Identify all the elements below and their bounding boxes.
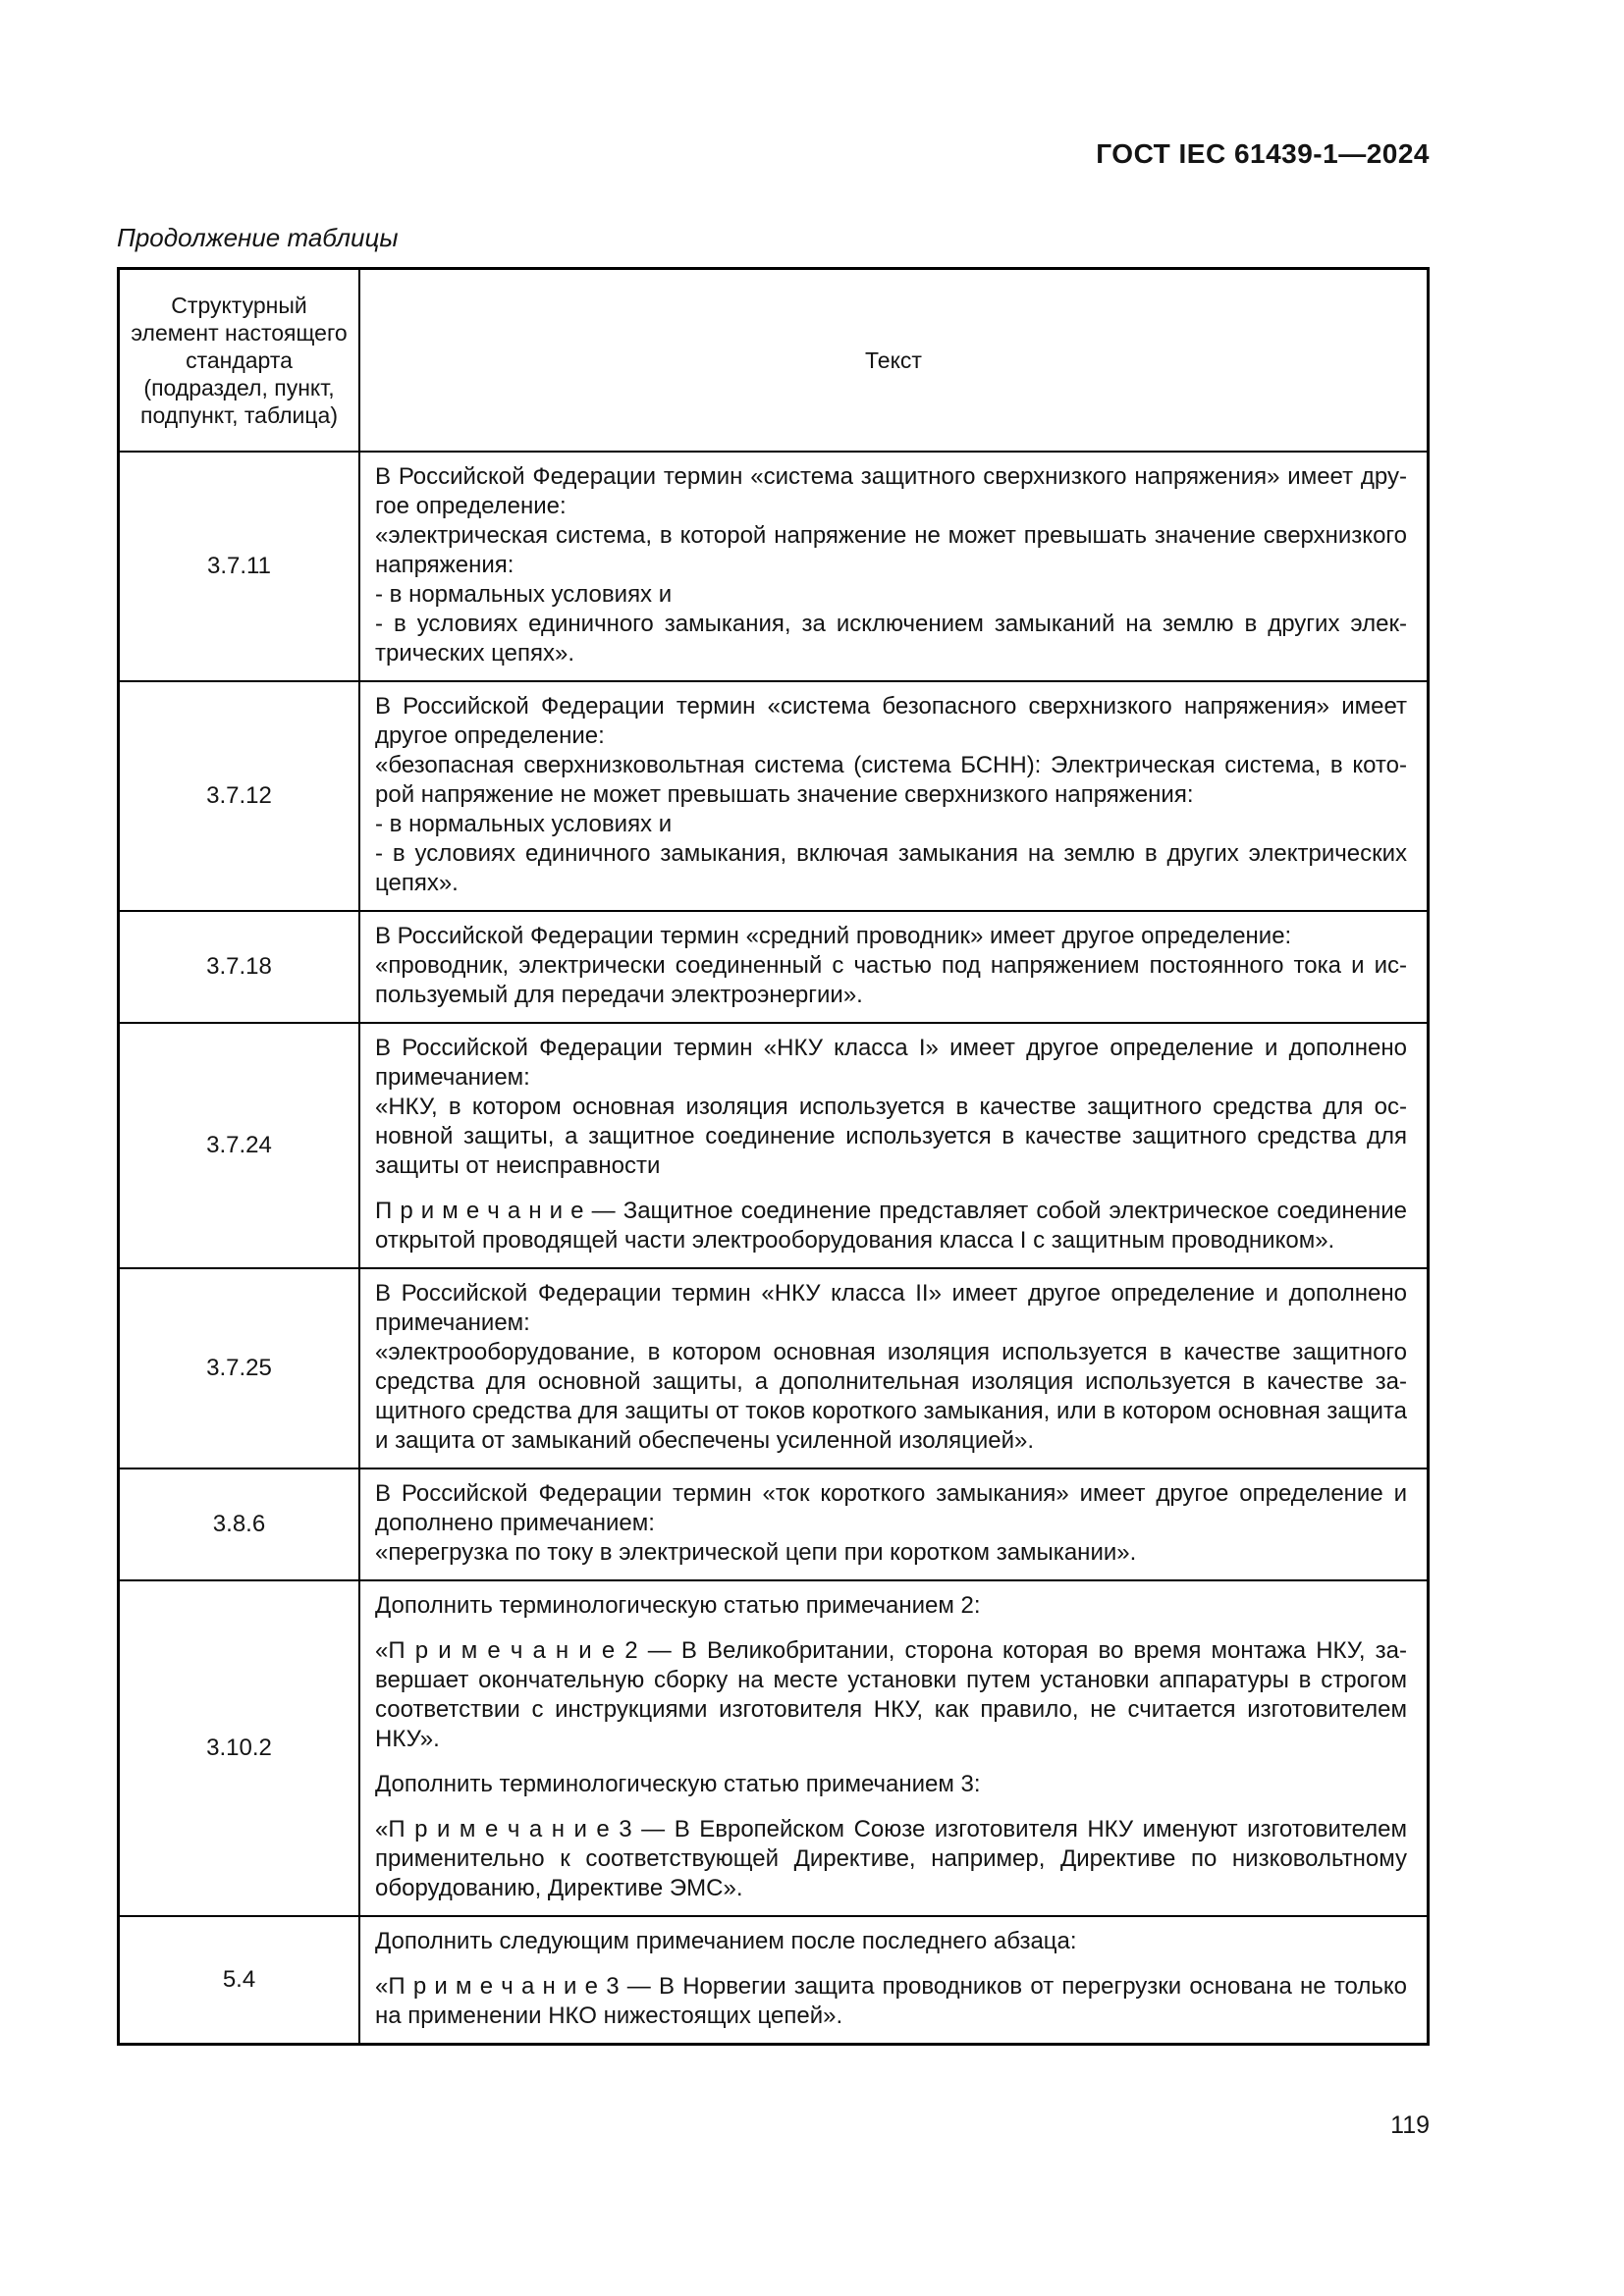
page-content — [117, 0, 1430, 2140]
section-number-cell: 3.7.25 — [119, 1268, 360, 1468]
amendment-paragraph: - в нормальных условиях и — [375, 811, 673, 837]
amendment-paragraph: «проводник, электрически соединенный с частью под напряжением постоянного тока и используемый для передачи электроэнергии». — [375, 952, 1407, 1008]
amendment-paragraph: В Российской Федерации термин «система защитного сверхнизкого напряжения» имеет другое определение: — [375, 463, 1407, 519]
amendment-paragraph: В Российской Федерации термин «ток короткого замыкания» имеет другое определение и дополнено примечанием: — [375, 1480, 1407, 1536]
table-row — [119, 1580, 1429, 1916]
amendment-paragraph: В Российской Федерации термин «НКУ класса II» имеет другое определение и дополнено примечанием: — [375, 1280, 1407, 1336]
amendment-paragraph: «перегрузка по току в электрической цепи при коротком замыкании». — [375, 1539, 1137, 1566]
document-header-title: ГОСТ IEC 61439-1—2024 — [1096, 138, 1430, 169]
section-number-cell: 3.7.24 — [119, 1023, 360, 1268]
column-header-structural-element: Структурный элемент настоящего стандарта (подраздел, пункт, подпункт, таблица) — [119, 269, 360, 453]
amendment-text-cell — [359, 1268, 1429, 1468]
amendment-text-cell — [359, 1468, 1429, 1580]
amendment-paragraph: Дополнить терминологическую статью примечанием 2: — [375, 1592, 981, 1619]
amendment-text-cell — [359, 1916, 1429, 2045]
amendment-paragraph: - в условиях единичного замыкания, за исключением замыканий на землю в других электрических цепях». — [375, 611, 1407, 667]
amendment-paragraph: «НКУ, в котором основная изоляция используется в качестве защитного средства для основной защиты, а защитное соединение используется в качестве защитного средства для защиты от неисправности — [375, 1094, 1407, 1179]
table-row — [119, 1916, 1429, 2045]
amendment-paragraph: «электрооборудование, в котором основная изоляция используется в качестве защитного средства для основной защиты, а дополнительная изоляция используется в качестве защитного средства для защиты от токов короткого замыкания, или в котором основная защита и защита от замыканий обеспечены усиленной изоляцией». — [375, 1339, 1407, 1454]
amendment-text-cell — [359, 1023, 1429, 1268]
amendment-paragraph: П р и м е ч а н и е — Защитное соединение представляет собой электрическое соединение открытой проводящей части электрооборудования класса I с защитным проводником». — [375, 1198, 1407, 1254]
section-number-cell: 3.8.6 — [119, 1468, 360, 1580]
amendment-text-cell — [359, 452, 1429, 681]
page-number: 119 — [1390, 2111, 1430, 2139]
table-row — [119, 1468, 1429, 1580]
amendment-text-cell — [359, 681, 1429, 911]
amendment-paragraph: «электрическая система, в которой напряжение не может превышать значение сверхнизкого напряжения: — [375, 522, 1407, 578]
amendment-paragraph: «П р и м е ч а н и е 3 — В Европейском Союзе изготовителя НКУ именуют изготовителем применительно к соответствующей Директиве, например, Директиве по низковольтному оборудованию, Директиве ЭМС». — [375, 1816, 1407, 1901]
section-number-cell: 3.7.11 — [119, 452, 360, 681]
amendment-paragraph: «П р и м е ч а н и е 2 — В Великобритании, сторона которая во время монтажа НКУ, завершает окончательную сборку на месте установки путем установки аппаратуры в строгом соответствии с инструкциями изготовителя НКУ, как правило, не считается изготовителем НКУ». — [375, 1637, 1407, 1752]
table-body — [119, 452, 1429, 2045]
amendment-paragraph: В Российской Федерации термин «НКУ класса I» имеет другое определение и дополнено примечанием: — [375, 1035, 1407, 1091]
amendment-text-cell — [359, 1580, 1429, 1916]
table-row — [119, 1268, 1429, 1468]
table-header-row — [119, 269, 1429, 453]
amendment-paragraph: Дополнить терминологическую статью примечанием 3: — [375, 1771, 981, 1797]
section-number-cell: 3.10.2 — [119, 1580, 360, 1916]
table-row — [119, 1023, 1429, 1268]
column-header-text: Текст — [359, 269, 1429, 453]
amendment-paragraph: В Российской Федерации термин «средний проводник» имеет другое определение: — [375, 923, 1292, 949]
table-header — [119, 269, 1429, 453]
section-number-cell: 5.4 — [119, 1916, 360, 2045]
amendment-paragraph: «безопасная сверхнизковольтная система (система БСНН): Электрическая система, в которой напряжение не может превышать значение сверхнизкого напряжения: — [375, 752, 1407, 808]
table-continuation-caption: Продолжение таблицы — [117, 223, 399, 252]
amendment-paragraph: - в условиях единичного замыкания, включая замыкания на землю в других электрических цепях». — [375, 840, 1407, 896]
amendment-paragraph: «П р и м е ч а н и е 3 — В Норвегии защита проводников от перегрузки основана не только на применении НКО нижестоящих цепей». — [375, 1973, 1407, 2029]
standard-amendments-table — [117, 267, 1430, 2046]
table-row — [119, 911, 1429, 1023]
table-row — [119, 452, 1429, 681]
table-row — [119, 681, 1429, 911]
section-number-cell: 3.7.12 — [119, 681, 360, 911]
amendment-paragraph: В Российской Федерации термин «система безопасного сверхнизкого напряжения» имеет другое определение: — [375, 693, 1407, 749]
amendment-paragraph: - в нормальных условиях и — [375, 581, 673, 608]
amendment-paragraph: Дополнить следующим примечанием после последнего абзаца: — [375, 1928, 1077, 1954]
section-number-cell: 3.7.18 — [119, 911, 360, 1023]
amendment-text-cell — [359, 911, 1429, 1023]
